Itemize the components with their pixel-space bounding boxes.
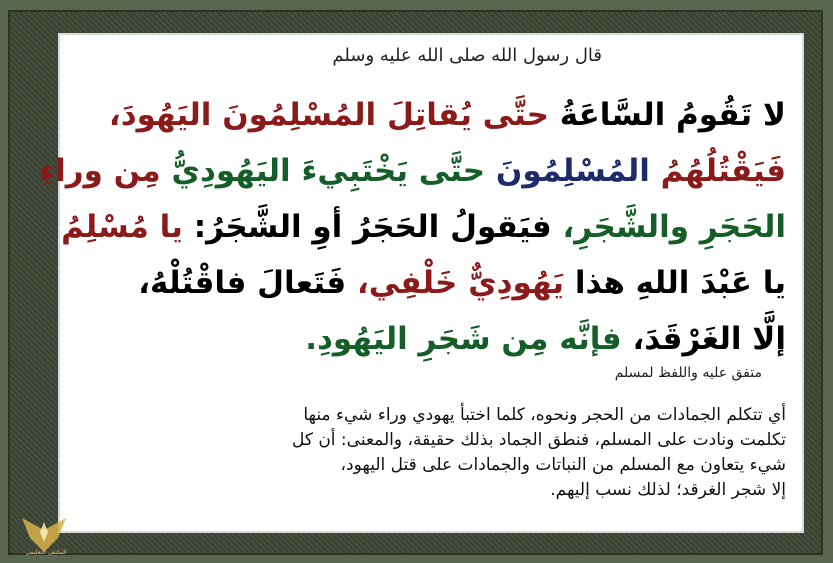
explanation-line-4: إلا شجر الغرقد؛ لذلك نسب إليهم. — [550, 480, 786, 500]
hadith-line-1 — [74, 87, 786, 143]
hadith-line-4 — [74, 255, 786, 311]
explanation-line-2: تكلمت ونادت على المسلم، فنطق الجماد بذلك حقيقة، والمعنى: أن كل — [291, 430, 786, 450]
hadith-line-2 — [39, 143, 786, 199]
hadith-line-2-part-a: فَيَقْتُلُهُمُ — [649, 153, 786, 189]
hadith-line-4-part-c: خَلْفِي، — [346, 265, 458, 301]
header-text: قال رسول الله صلى الله عليه وسلم — [332, 45, 602, 66]
hadith-line-5 — [74, 311, 786, 367]
hadith-card — [39, 33, 804, 533]
watermark-text: الملتقى التعليمي — [25, 549, 67, 556]
hadith-line-4-part-b: يَهُودِيٌّ — [457, 265, 565, 301]
explanation-line-3: شيء يتعاون مع المسلم من النباتات والجمادات على قتل اليهود، — [340, 455, 786, 475]
hadith-text — [39, 87, 786, 367]
hadith-line-2-part-b: المُسْلِمُونَ — [485, 153, 650, 189]
hadith-line-3-part-c: يا مُسْلِمُ — [61, 209, 183, 245]
hadith-line-1-part-a: لا تَقُومُ السَّاعَةُ — [549, 97, 786, 133]
explanation-text — [74, 403, 786, 503]
hadith-line-3-part-b: فيَقولُ الحَجَرُ أوِ الشَّجَرُ: — [182, 209, 552, 245]
hadith-line-3-part-a: الحَجَرِ والشَّجَرِ، — [551, 209, 786, 245]
hadith-line-2-part-c: حتَّى يَخْتَبِيءَ اليَهُودِيُّ — [160, 153, 486, 189]
hadith-line-4-part-a: يا عَبْدَ اللهِ هذا — [564, 265, 786, 301]
hadith-line-5-part-a: إلَّا الغَرْقَدَ، — [621, 321, 786, 357]
hadith-line-1-part-b: حتَّى يُقاتِلَ المُسْلِمُونَ اليَهُودَ، — [108, 97, 549, 133]
hadith-line-4-part-d: فَتَعالَ فاقْتُلْهُ، — [138, 265, 347, 301]
source-note: متفق عليه واللفظ لمسلم — [614, 365, 762, 381]
hadith-line-3 — [61, 199, 786, 255]
hadith-line-2-part-d: مِن وراءِ — [39, 153, 161, 189]
hadith-line-5-part-b: فإنَّه مِن شَجَرِ اليَهُودِ. — [305, 321, 622, 357]
explanation-line-1: أي تتكلم الجمادات من الحجر ونحوه، كلما اختبأ يهودي وراء شيء منها — [303, 405, 786, 425]
